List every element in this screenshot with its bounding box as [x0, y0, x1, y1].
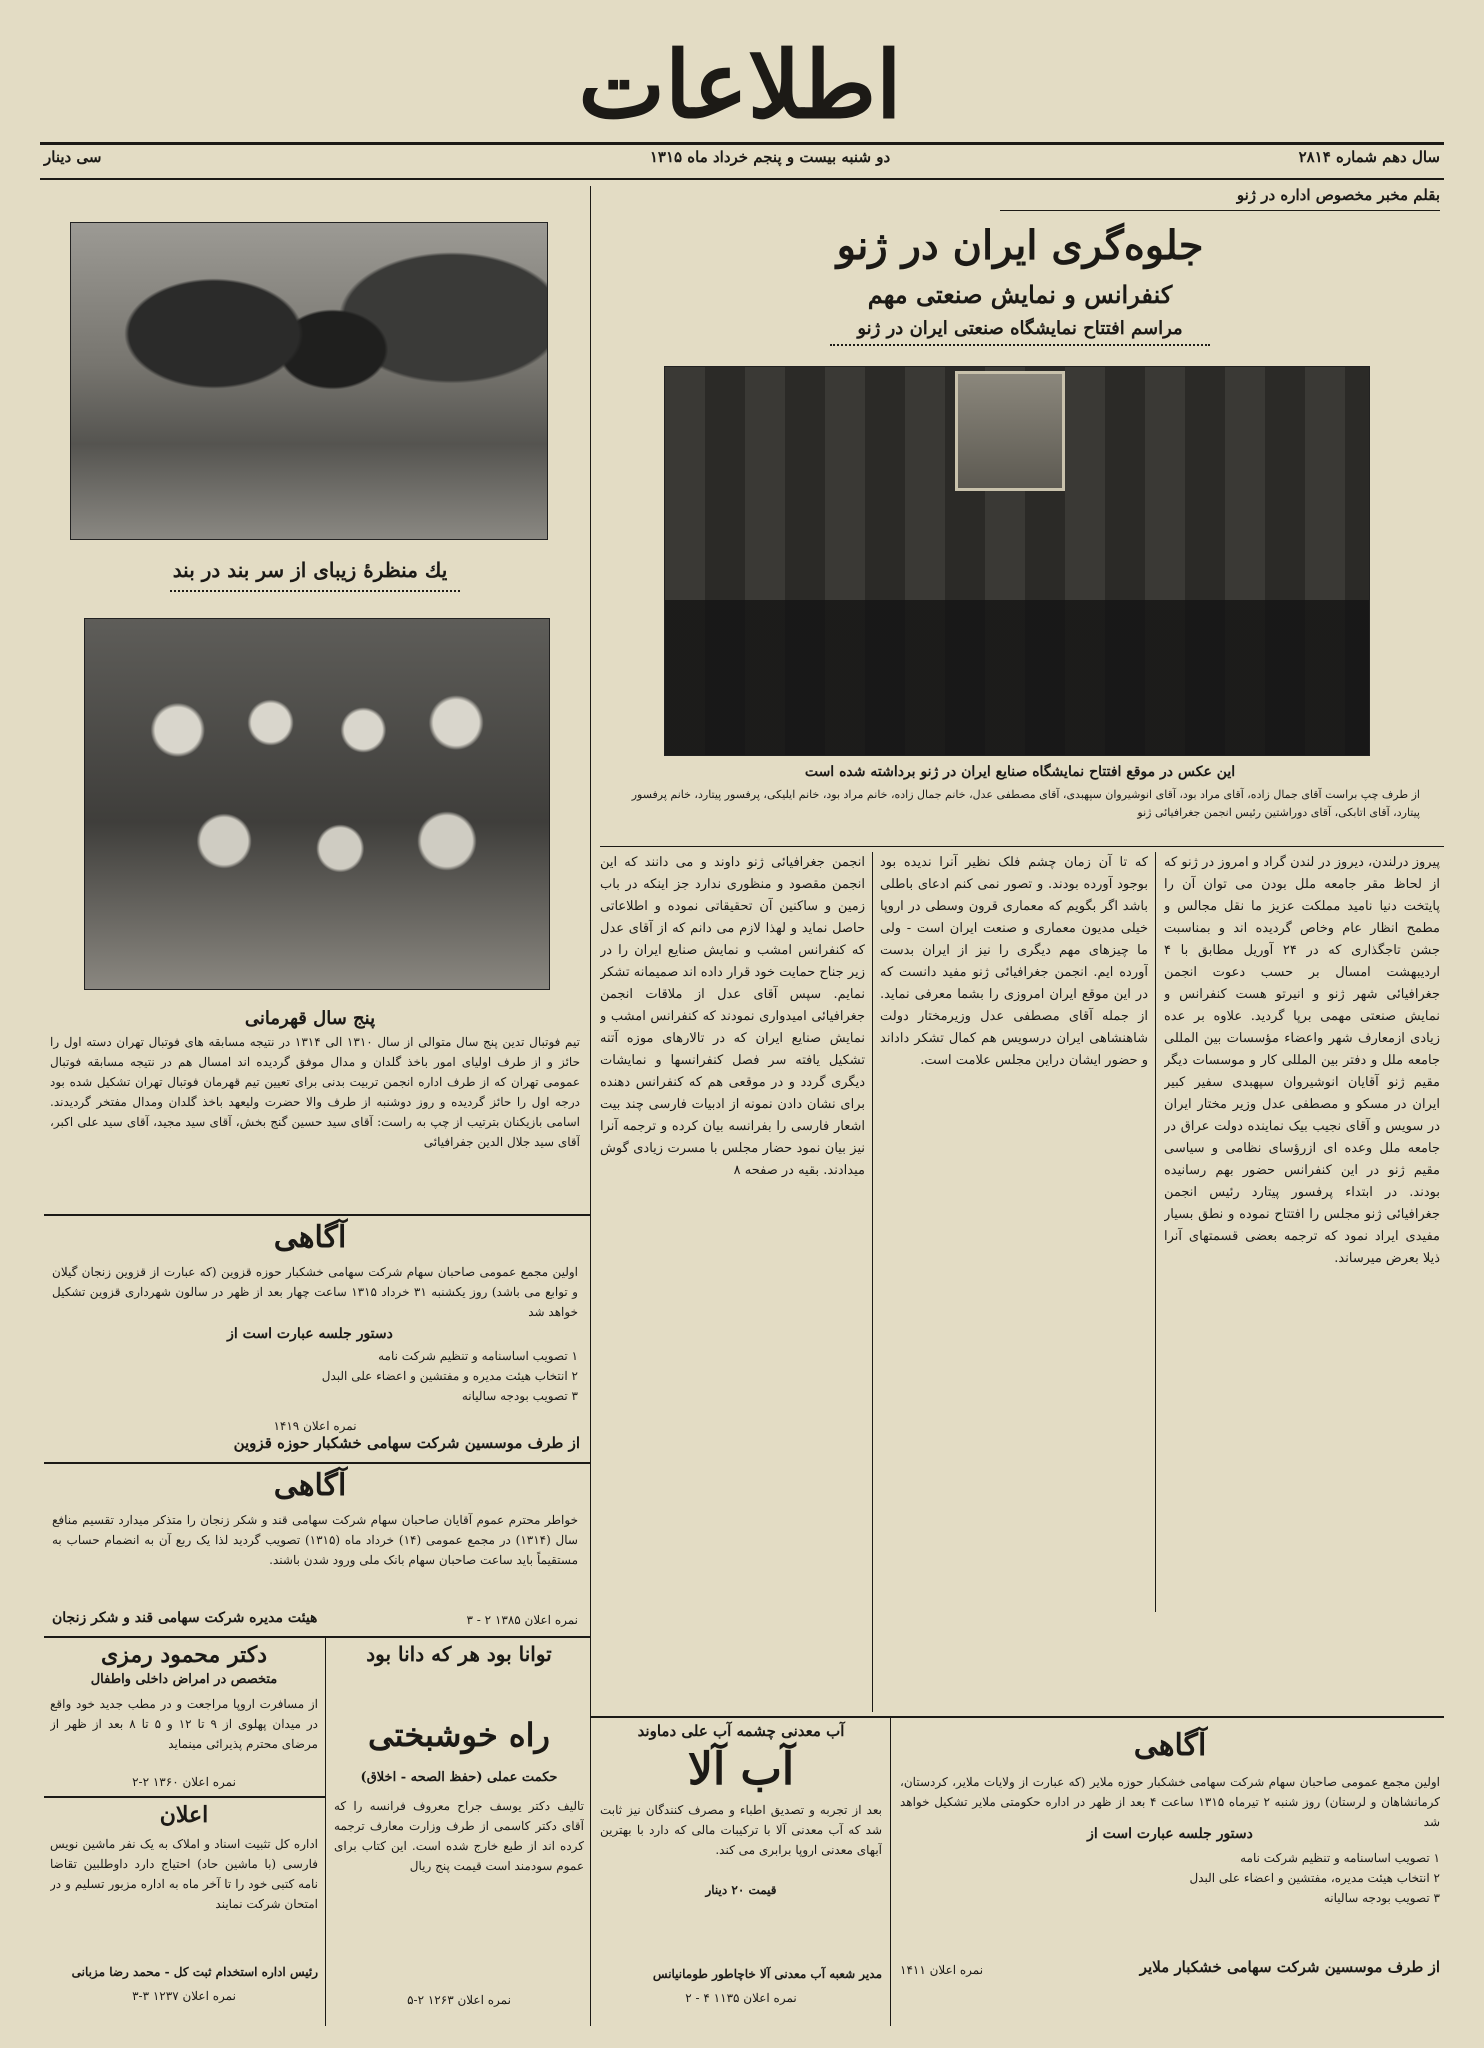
notice3-ref: نمره اعلان ۱۴۱۱ [900, 1963, 984, 1977]
notice1-agenda-item: ۲ انتخاب هیئت مدیره و مفتشین و اعضاء علی البدل [321, 1369, 578, 1383]
book-subtitle: حکمت عملی (حفظ الصحه - اخلاق) [360, 1770, 558, 1785]
water-brand: آب آلا [687, 1744, 795, 1795]
notice3-agenda-item: ۳ تصویب بودجه سالیانه [1323, 1891, 1440, 1905]
lead-col-rule-1 [1155, 852, 1156, 1612]
water-top: آب معدنی چشمه آب علی دماوند [637, 1722, 845, 1740]
doctor-name: دکتر محمود رمزی [101, 1642, 267, 1668]
lead-column-1: پیروز درلندن، دیروز در لندن گراد و امروز در ژنو که از لحاظ مقر جامعه ملل بودن می توان آن را پایتخت دنیا نامید مملکت عزیز ما نقل مجالس و مطمح انظار عام وخاص گردیده اند و بمناسبت جشن تاجگذاری که در ۲۴ آوریل مطابق با ۴ اردیبهشت امسال بر حسب دعوت انجمن جغرافیائی شهر ژنو و انیرتو هست کنفرانس و نمایش صنعتی مهمی برپا گردید. علاوه بر عده زیادی ازمعارف شهر واعضاء مؤسسات بین المللی جامعه ملل و دفتر بین المللی کار و موسسات دیگر مقیم ژنو آقایان انوشیروان سپهبدی سفیر کبیر ایران در مسکو و مصطفی عدل وزیر مختار ایران در سویس و آقای نجیب بیک نماینده دولت عراق در جامعه ملل وعده ای ازرؤسای نظامی و سیاسی مقیم ژنو در این کنفرانس حضور بهم رسانیده بودند. در ابتداء پرفسور پیتارد رئیس انجمن جغرافیائی ژنو مجلس را افتتاح نموده و نطق بسیار مفیدی ایراد نمود که ترجمه بعضی قسمتهای آنرا ذیلا بعرض میرساند. [1164, 855, 1440, 1266]
notice3-agenda-item: ۱ تصویب اساسنامه و تنظیم شرکت نامه [1240, 1851, 1440, 1865]
notice3-footer: از طرف موسسین شرکت سهامی خشکبار ملایر [1139, 1958, 1440, 1976]
landscape-photo [70, 222, 548, 540]
left-rule-3 [44, 1636, 590, 1638]
lead-headline: جلوه‌گری ایران در ژنو [836, 222, 1204, 269]
ad-col-rule-right [890, 1716, 891, 2026]
notice1-ref: نمره اعلان ۱۴۱۹ [273, 1419, 357, 1433]
doctor-text: از مسافرت اروپا مراجعت و در مطب جدید خود واقع در میدان پهلوی از ۹ تا ۱۲ و ۵ تا ۸ بعد از ظهر از مرضای محترم پذیرائی مینماید [50, 1697, 318, 1751]
correspondent-rule [1000, 210, 1440, 211]
doctor-rule [44, 1796, 325, 1798]
employment-footer: رئیس اداره استخدام ثبت کل - محمد رضا مزبانی [71, 1965, 318, 1979]
lead-subhead: کنفرانس و نمایش صنعتی مهم [867, 280, 1173, 309]
notice1-title: آگاهی [273, 1220, 347, 1255]
notice2-ref: نمره اعلان ۱۳۸۵ ۲ - ۳ [466, 1613, 578, 1627]
lead-column-3: انجمن جغرافیائی ژنو داوند و می دانند که این انجمن مقصود و منظوری ندارد جز اینکه در باب زمین و ساکنین آن تحقیقاتی نموده و اطلاعاتی حاصل نماید و لهذا لازم می دانم که از آقای عدل که کنفرانس امشب و نمایش صنایع ایران را در زیر جناح حمایت خود قرار داده اند صمیمانه تشکر نمایم. سپس آقای عدل از ملاقات انجمن جغرافیائی امیدواری نمودند که کنفرانس امشب و نمایش صنایع ایران که در تالارهای موزه آتنه تشکیل یافته سر فصل کنفرانسها و نمایشات دیگری گردد و در موقعی هم که کنفرانس دهنده برای نشان دادن نمونه از ادبیات فارسی چند بیت اشعار فارسی را بفرانسه بیان کرده و ترجمه آنرا نیز بیان نمود حضار مجلس با مسرت زیادی گوش میدادند. بقیه در صفحه ۸ [600, 855, 865, 1178]
water-price: قیمت ۲۰ دینار [705, 1883, 777, 1897]
lead-photo [664, 366, 1370, 756]
notice2-text: خواطر محترم عموم آقایان صاحبان سهام شرکت سهامی قند و شکر زنجان را متذکر میدارد تقسیم منافع سال (۱۳۱۴) در مجمع عمومی (۱۴) خرداد ماه (۱۳۱۵) تصویب گردید لذا یک ربع آن به انضمام حساب به مستقیماً باید ساعت صاحبان سهام بانک ملی ورود شدن باشند. [52, 1513, 578, 1567]
book-ref: نمره اعلان ۱۲۶۳ ۲-۵ [407, 1993, 511, 2007]
water-text: بعد از تجربه و تصدیق اطباء و مصرف کنندگان نیز ثابت شد که آب معدنی آلا با ترکیبات مالی که دارد با بهترین آبهای معدنی اروپا برابری می کند. [600, 1803, 882, 1857]
doctor-title: متخصص در امراض داخلی واطفال [90, 1672, 278, 1687]
employment-text: اداره کل تثبیت اسناد و املاک به یک نفر ماشین نویس فارسی (با ماشین حاد) احتیاج دارد داوطلبین تقاضا نامه کتبی خود را تا آخر ماه به اداره مزبور تسلیم و در امتحان شرکت نمایند [50, 1837, 318, 1911]
lead-column-2: که تا آن زمان چشم فلک نظیر آنرا ندیده بود بوجود آورده بودند. و تصور نمی کنم ادعای باطلی باشد اگر بگویم که معماری قرون وسطی در اروپا خیلی مدیون معماری و صنعت ایران است - ولی ما چیزهای مهم دیگری را نیز از ایران بدست آورده ایم. انجمن جغرافیائی ژنو مفید دانست که در این موقع ایران امروزی را بشما معرفی نماید. از جمله آقای مصطفی عدل وزیرمختار دولت شاهنشاهی ایران درسویس هم کمال تشکر داداند و حضور ایشان دراین مجلس علامت است. [880, 855, 1148, 1068]
book-slogan: توانا بود هر که دانا بود [366, 1642, 552, 1666]
bottom-ads-rule [590, 1716, 1444, 1718]
landscape-caption: یك منظرهٔ زیبای از سر بند در بند [172, 558, 448, 582]
notice1-agenda-item: ۳ تصویب بودجه سالیانه [461, 1389, 578, 1403]
notice1-footer: از طرف موسسین شرکت سهامی خشکبار حوزه قزوین [233, 1434, 580, 1452]
lead-photo-rule [600, 846, 1444, 847]
water-footer: مدیر شعبه آب معدنی آلا خاچاطور طومانیانس [652, 1967, 882, 1981]
notice1-text: اولین مجمع عمومی صاحبان سهام شرکت سهامی خشکبار حوزه قزوین (که عبارت از قزوین زنجان گیلان و توابع می باشد) روز یکشنبه ۳۱ خرداد ۱۳۱۵ ساعت چهار بعد از ظهر در سالون شهرداری قزوین تشکیل خواهد شد [52, 1265, 578, 1319]
book-text: تالیف دکتر یوسف جراح معروف فرانسه را که آقای دکتر کاسمی از طرف وزارت معارف ترجمه کرده اند از طبع خارج شده است. این کتاب برای عموم سودمند است قیمت پنج ریال [334, 1799, 584, 1873]
notice3-agenda [900, 1848, 1440, 1908]
notice3-text: اولین مجمع عمومی صاحبان سهام شرکت سهامی خشکبار حوزه ملایر (که عبارت از ولایات ملایر، کردستان، کرمانشاهان و لرستان) روز شنبه ۲ تیرماه ۱۳۱۵ ساعت ۴ بعد از ظهر در اداره حکومتی ملایر تشکیل خواهد شد [900, 1775, 1440, 1829]
left-rule-2 [44, 1462, 590, 1464]
ad-col-rule-left [325, 1636, 326, 2026]
water-ref: نمره اعلان ۱۱۳۵ ۴ - ۲ [685, 1991, 797, 2005]
notice1-agenda [52, 1346, 578, 1406]
masthead-rule-bottom [40, 178, 1444, 180]
notice3-title: آگاهی [1133, 1728, 1207, 1763]
notice2-footer: هیئت مدیره شرکت سهامی قند و شکر زنجان [52, 1610, 318, 1626]
employment-title: اعلان [159, 1802, 209, 1828]
correspondent-line: بقلم مخبر مخصوص اداره در ژنو [1236, 186, 1440, 204]
lead-subsubhead: مراسم افتتاح نمایشگاه صنعتی ایران در ژنو [857, 318, 1183, 339]
portrait-in-photo [955, 371, 1065, 491]
lead-photo-credits: از طرف چپ براست آقای جمال زاده، آقای مراد بود، آقای انوشیروان سپهبدی، آقای مصطفی عدل، خانم جمال زاده، خانم مراد بود، خانم ایلیکی، پرفسور پیتارد، خانم پرفسور پیتارد، آقای اتابکی، آقای دوراشتین رئیس انجمن جغرافیائی ژنو [631, 788, 1420, 819]
notice2-title: آگاهی [273, 1468, 347, 1503]
left-rule-1 [44, 1214, 590, 1216]
landscape-underline [170, 590, 460, 592]
book-title: راه خوشبختی [367, 1716, 550, 1754]
notice3-agenda-item: ۲ انتخاب هیئت مدیره، مفتشین و اعضاء علی البدل [1189, 1871, 1440, 1885]
column-rule-main [590, 186, 591, 2026]
doctor-ref: نمره اعلان ۱۳۶۰ ۲-۲ [132, 1775, 236, 1789]
notice1-agenda-item: ۱ تصویب اساسنامه و تنظیم شرکت نامه [378, 1349, 578, 1363]
issue-date: دو شنبه بیست و پنجم خرداد ماه ۱۳۱۵ [649, 148, 891, 166]
notice3-agenda-title: دستور جلسه عبارت است از [1087, 1826, 1253, 1842]
masthead-rule-top [40, 142, 1444, 145]
issue-price: سی دینار [44, 148, 102, 166]
lead-underline [830, 344, 1210, 346]
lead-photo-caption: این عکس در موقع افتتاح نمایشگاه صنایع ایران در ژنو برداشته شده است [804, 764, 1236, 780]
notice1-agenda-title: دستور جلسه عبارت است از [227, 1326, 393, 1342]
team-text: تیم فوتبال تدین پنج سال متوالی از سال ۱۳۱۰ الی ۱۳۱۴ در نتیجه مسابقه های فوتبال تهران دسته اول را حائز و از طرف اولیای امور باخذ گلدان و مدال موفق گردیده اند امسال هم در نتیجه مسابقه فوتبال عمومی تهران که از طرف اداره انجمن تربیت بدنی برای تعیین تیم قهرمان فوتبال تهران تشکیل شده بود درجه اول را حائز گردیده و روز دوشنبه از طرف والا حضرت ولیعهد باخذ گلدان ومدال مفتخر گردیدند. اسامی بازیکنان بترتیب از چپ به راست: آقای سید حسین گنج بخش، آقای سید مجید، آقای سید علی اکبر، آقای سید جلال الدین جفرافیائی [50, 1035, 580, 1149]
masthead-title: اطلاعات [578, 31, 902, 139]
lead-col-rule-2 [872, 852, 873, 1712]
employment-ref: نمره اعلان ۱۲۳۷ ۳-۳ [132, 1989, 236, 2003]
issue-number: سال دهم شماره ۲۸۱۴ [1298, 148, 1440, 166]
team-photo [84, 618, 550, 990]
team-title: پنج سال قهرمانی [244, 1008, 376, 1029]
